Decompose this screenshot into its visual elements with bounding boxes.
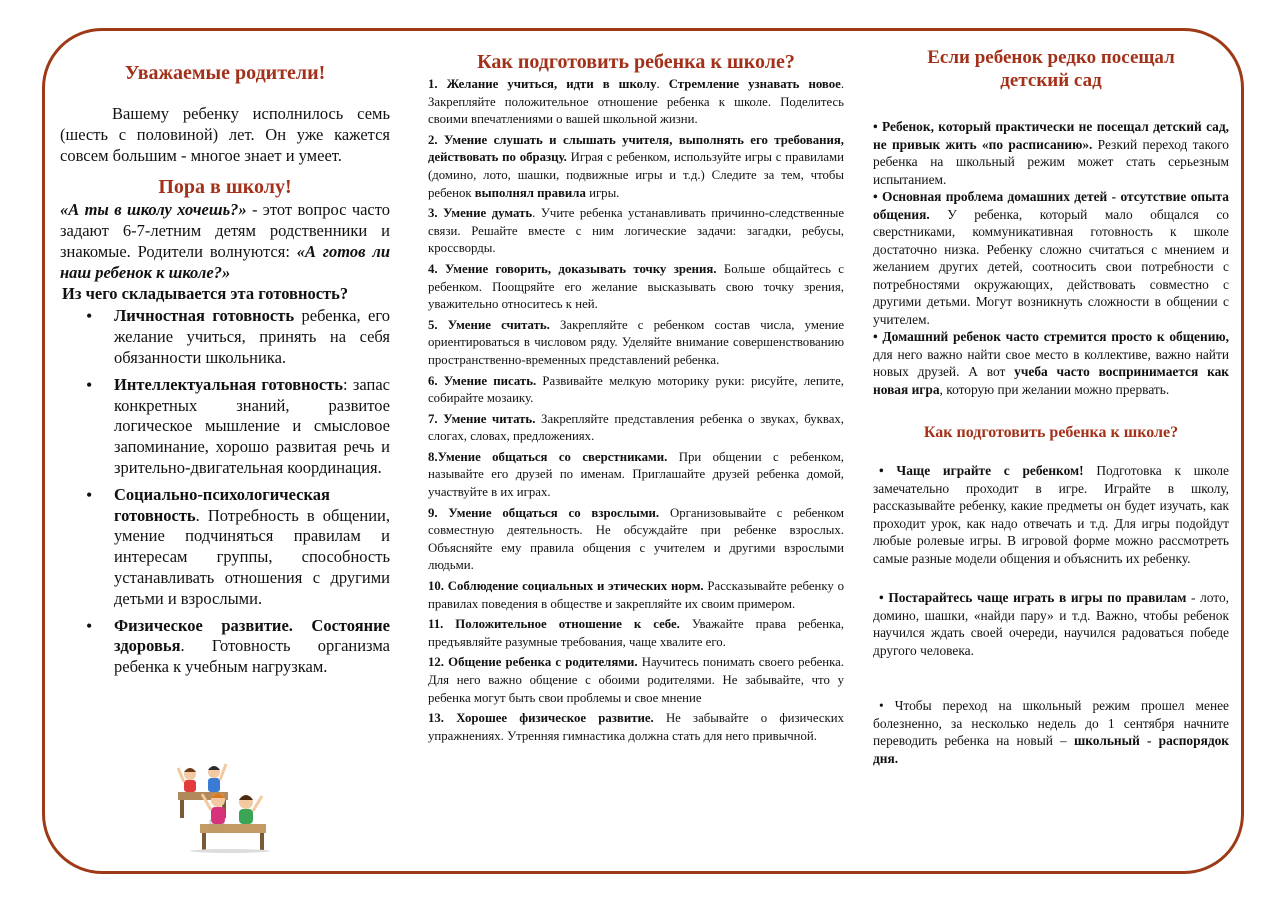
list-item (428, 76, 844, 129)
list-item (428, 710, 844, 745)
paragraph-text: • Чтобы переход на школьный режим прошел менее болезненно, за несколько недель до 1 сентября начните переводить ребенка на новый – (873, 698, 1229, 748)
point-text: Уважайте права ребенка, предъявляйте разумные требования, чаще хвалите его. (428, 617, 844, 649)
list-item (428, 505, 844, 575)
paragraph-bold: • Домашний ребенок часто стремится просто к общению, (873, 329, 1229, 344)
list-item (60, 375, 390, 479)
list-item (428, 373, 844, 408)
paragraph-bold-2: учеба часто воспринимается как новая игра (873, 364, 1229, 397)
point-title: 3. Умение думать (428, 206, 533, 221)
point-text: Больше общайтесь с ребенком. Поощряйте его желание высказывать свою точку зрения, уважительно относитесь к ней. (428, 261, 844, 312)
point-text: Организовывайте с ребенком совместную деятельность. Не обсуждайте при ребенке взрослых. Объясняйте ему правила общения с учителем и другими взрослыми людьми. (428, 505, 844, 573)
point-title: 9. Умение общаться со взрослыми. (428, 505, 660, 520)
list-item (428, 261, 844, 314)
list-item (428, 317, 844, 370)
point-title: 1. Желание учиться, идти в школу (428, 77, 657, 91)
item-bold: Физическое развитие. Состояние здоровья (114, 615, 390, 656)
readiness-heading: Из чего складывается эта готовность? (62, 283, 349, 303)
paragraph (873, 697, 1229, 767)
paragraph-text: Резкий переход такого ребенка на школьный режим может стать серьезным испытанием. (873, 136, 1230, 187)
how-to-prepare-heading: Как подготовить ребенка к школе? (477, 51, 795, 73)
question-quote: «А ты в школу хочешь?» (60, 200, 247, 220)
item-text: . Потребность в общении, умение подчиняться правилам и интересам группы, способность устанавливать отношения с другими детьми и взрослыми. (114, 505, 390, 608)
paragraph (873, 462, 1229, 567)
paragraph-bold: • Чаще играйте с ребенком! (879, 463, 1084, 478)
question-text: - этот вопрос часто задают 6-7-летним детям родственники и знакомые. Родители волнуются: (60, 200, 391, 261)
heading-line-1: Если ребенок редко посещал (927, 47, 1175, 68)
rarely-attended-heading (873, 46, 1229, 92)
list-item (428, 411, 844, 446)
list-item (428, 578, 844, 613)
question-quote-2: «А готов ли наш ребенок к школе?» (60, 241, 390, 282)
point-text: Играя с ребенком, используйте игры с правилами (домино, лото, шашки, подвижные игры и т.д.) Следите за тем, чтобы ребенок (428, 150, 844, 200)
point-title: 11. Положительное отношение к себе. (428, 617, 680, 632)
point-text: При общении с ребенком, называйте его друзей по именам. Приглашайте друзей ребенка домой, участвуйте в их играх. (428, 449, 845, 500)
paragraph-text: У ребенка, который мало общался со сверстниками, коммуникативная готовность к школе достаточно низка. Ребенку сложно считаться с мнением и желанием других детей, соотносить свои потребности с потребностями окружающих, действовать совместно с другими детьми. Могут возникнуть сложности в общении с учителем. (873, 206, 1229, 327)
column-how-to-prepare (428, 50, 844, 748)
children-at-desks-illustration (170, 758, 272, 854)
item-text: ребенка, его желание учиться, принять на себя обязанности школьника. (114, 306, 390, 367)
intro-paragraph: Вашему ребенку исполнилось семь (шесть с половиной) лет. Он уже кажется совсем большим - многое знает и умеет. (60, 104, 390, 165)
list-item (428, 132, 844, 202)
time-for-school-heading: Пора в школу! (158, 176, 292, 199)
point-title-2: выполнял правила (474, 185, 586, 200)
point-title: 10. Соблюдение социальных и этических норм. (428, 579, 704, 594)
paragraph-bold: • Постарайтесь чаще играть в игры по правилам (879, 590, 1187, 605)
paragraph-bold: • Ребенок, который практически не посещал детский сад, не привык жить «по расписанию». (873, 119, 1229, 152)
point-title: 2. Умение слушать и слышать учителя, выполнять его требования, действовать по образцу. (428, 132, 844, 165)
paragraph (873, 118, 1229, 188)
point-text: . Учите ребенка устанавливать причинно-следственные связи. Решайте вместе с ним логические задачи: загадки, ребусы, кроссворды. (428, 206, 844, 256)
list-item (428, 654, 844, 707)
paragraph-text-2: , которую при желании можно прервать. (939, 381, 1170, 397)
point-title: 12. Общение ребенка с родителями. (428, 655, 638, 670)
point-text-2: . Закрепляйте положительное отношение ребенка к школе. Поделитесь своими впечатлениями о вашей школьной жизни. (428, 77, 845, 127)
point-text: Не забывайте о физических упражнениях. Утренняя гимнастика должна стать для него привычной. (428, 711, 844, 743)
item-bold: Интеллектуальная готовность (114, 374, 344, 394)
paragraph-bold: школьный - распорядок дня. (873, 733, 1230, 766)
point-text-2: игры. (585, 185, 620, 200)
list-item (60, 306, 390, 368)
point-title: 5. Умение считать. (428, 317, 550, 332)
point-text: Закрепляйте представления ребенка о звуках, буквах, слогах, словах, предложениях. (428, 411, 844, 444)
list-item (428, 449, 844, 502)
item-text: : запас конкретных знаний, развитое логическое мышление и смысловое запоминание, хорошо развитая речь и зрительно-двигательная координация. (114, 374, 390, 477)
point-title: 13. Хорошее физическое развитие. (428, 711, 654, 726)
point-text: . (656, 77, 669, 91)
item-bold: Личностная готовность (114, 306, 295, 326)
how-to-prepare-heading-2: Как подготовить ребенка к школе? (923, 424, 1179, 441)
point-text: Научитесь понимать своего ребенка. Для него важно общение с обоими родителями. Не забывайте, что у ребенка могут быть свои проблемы и свое мнение (428, 655, 845, 705)
list-item (428, 616, 844, 651)
question-paragraph (60, 200, 390, 283)
item-bold: Социально-психологическая готовность (114, 484, 330, 525)
readiness-list (60, 306, 390, 678)
point-title: 6. Умение писать. (428, 373, 537, 388)
item-text: . Готовность организма ребенка к учебным нагрузкам. (114, 636, 390, 677)
paragraph-text: - лото, домино, шашки, «найди пару» и т.д. Важно, чтобы ребенок научился ждать своей очереди, научился радоваться победе другого человека. (873, 590, 1229, 658)
point-title-2: Стремление узнавать новое (668, 77, 841, 91)
point-title: 4. Умение говорить, доказывать точку зрения. (428, 261, 717, 276)
column-parents (60, 60, 390, 684)
heading-line-2: детский сад (1000, 70, 1102, 91)
point-title: 8.Умение общаться со сверстниками. (428, 449, 668, 464)
paragraph-bold: • Основная проблема домашних детей - отсутствие опыта общения. (873, 189, 1229, 222)
point-text: Рассказывайте ребенку о правилах поведения в обществе и закрепляйте их своим примером. (428, 579, 844, 611)
dear-parents-heading: Уважаемые родители! (124, 62, 326, 84)
column-rarely-attended (873, 46, 1229, 767)
point-text: Развивайте мелкую моторику руки: рисуйте, лепите, собирайте мозаику. (428, 373, 844, 406)
paragraph (873, 328, 1229, 398)
paragraph-text: для него важно найти свое место в коллективе, важно найти новых друзей. А вот (873, 346, 1229, 379)
list-item (60, 485, 390, 610)
point-title: 7. Умение читать. (428, 411, 536, 426)
point-text: Закрепляйте с ребенком состав числа, умение ориентироваться в числовом ряду. Уделяйте внимание совершенствованию пространственно-временных представлений ребенка. (428, 317, 844, 367)
paragraph (873, 589, 1229, 659)
paragraph (873, 188, 1229, 328)
paragraph-text: Подготовка к школе замечательно проходит в игре. Играйте в школу, рассказывайте ребенку, какие предметы он будет изучать, как проходит урок, как надо отвечать и т.д. Для игры подойдут любые ролевые игры. В игровой форме можно рассмотреть самые разные модели общения и объяснить их ребенку. (873, 463, 1229, 566)
list-item (60, 616, 390, 678)
list-item (428, 205, 844, 258)
